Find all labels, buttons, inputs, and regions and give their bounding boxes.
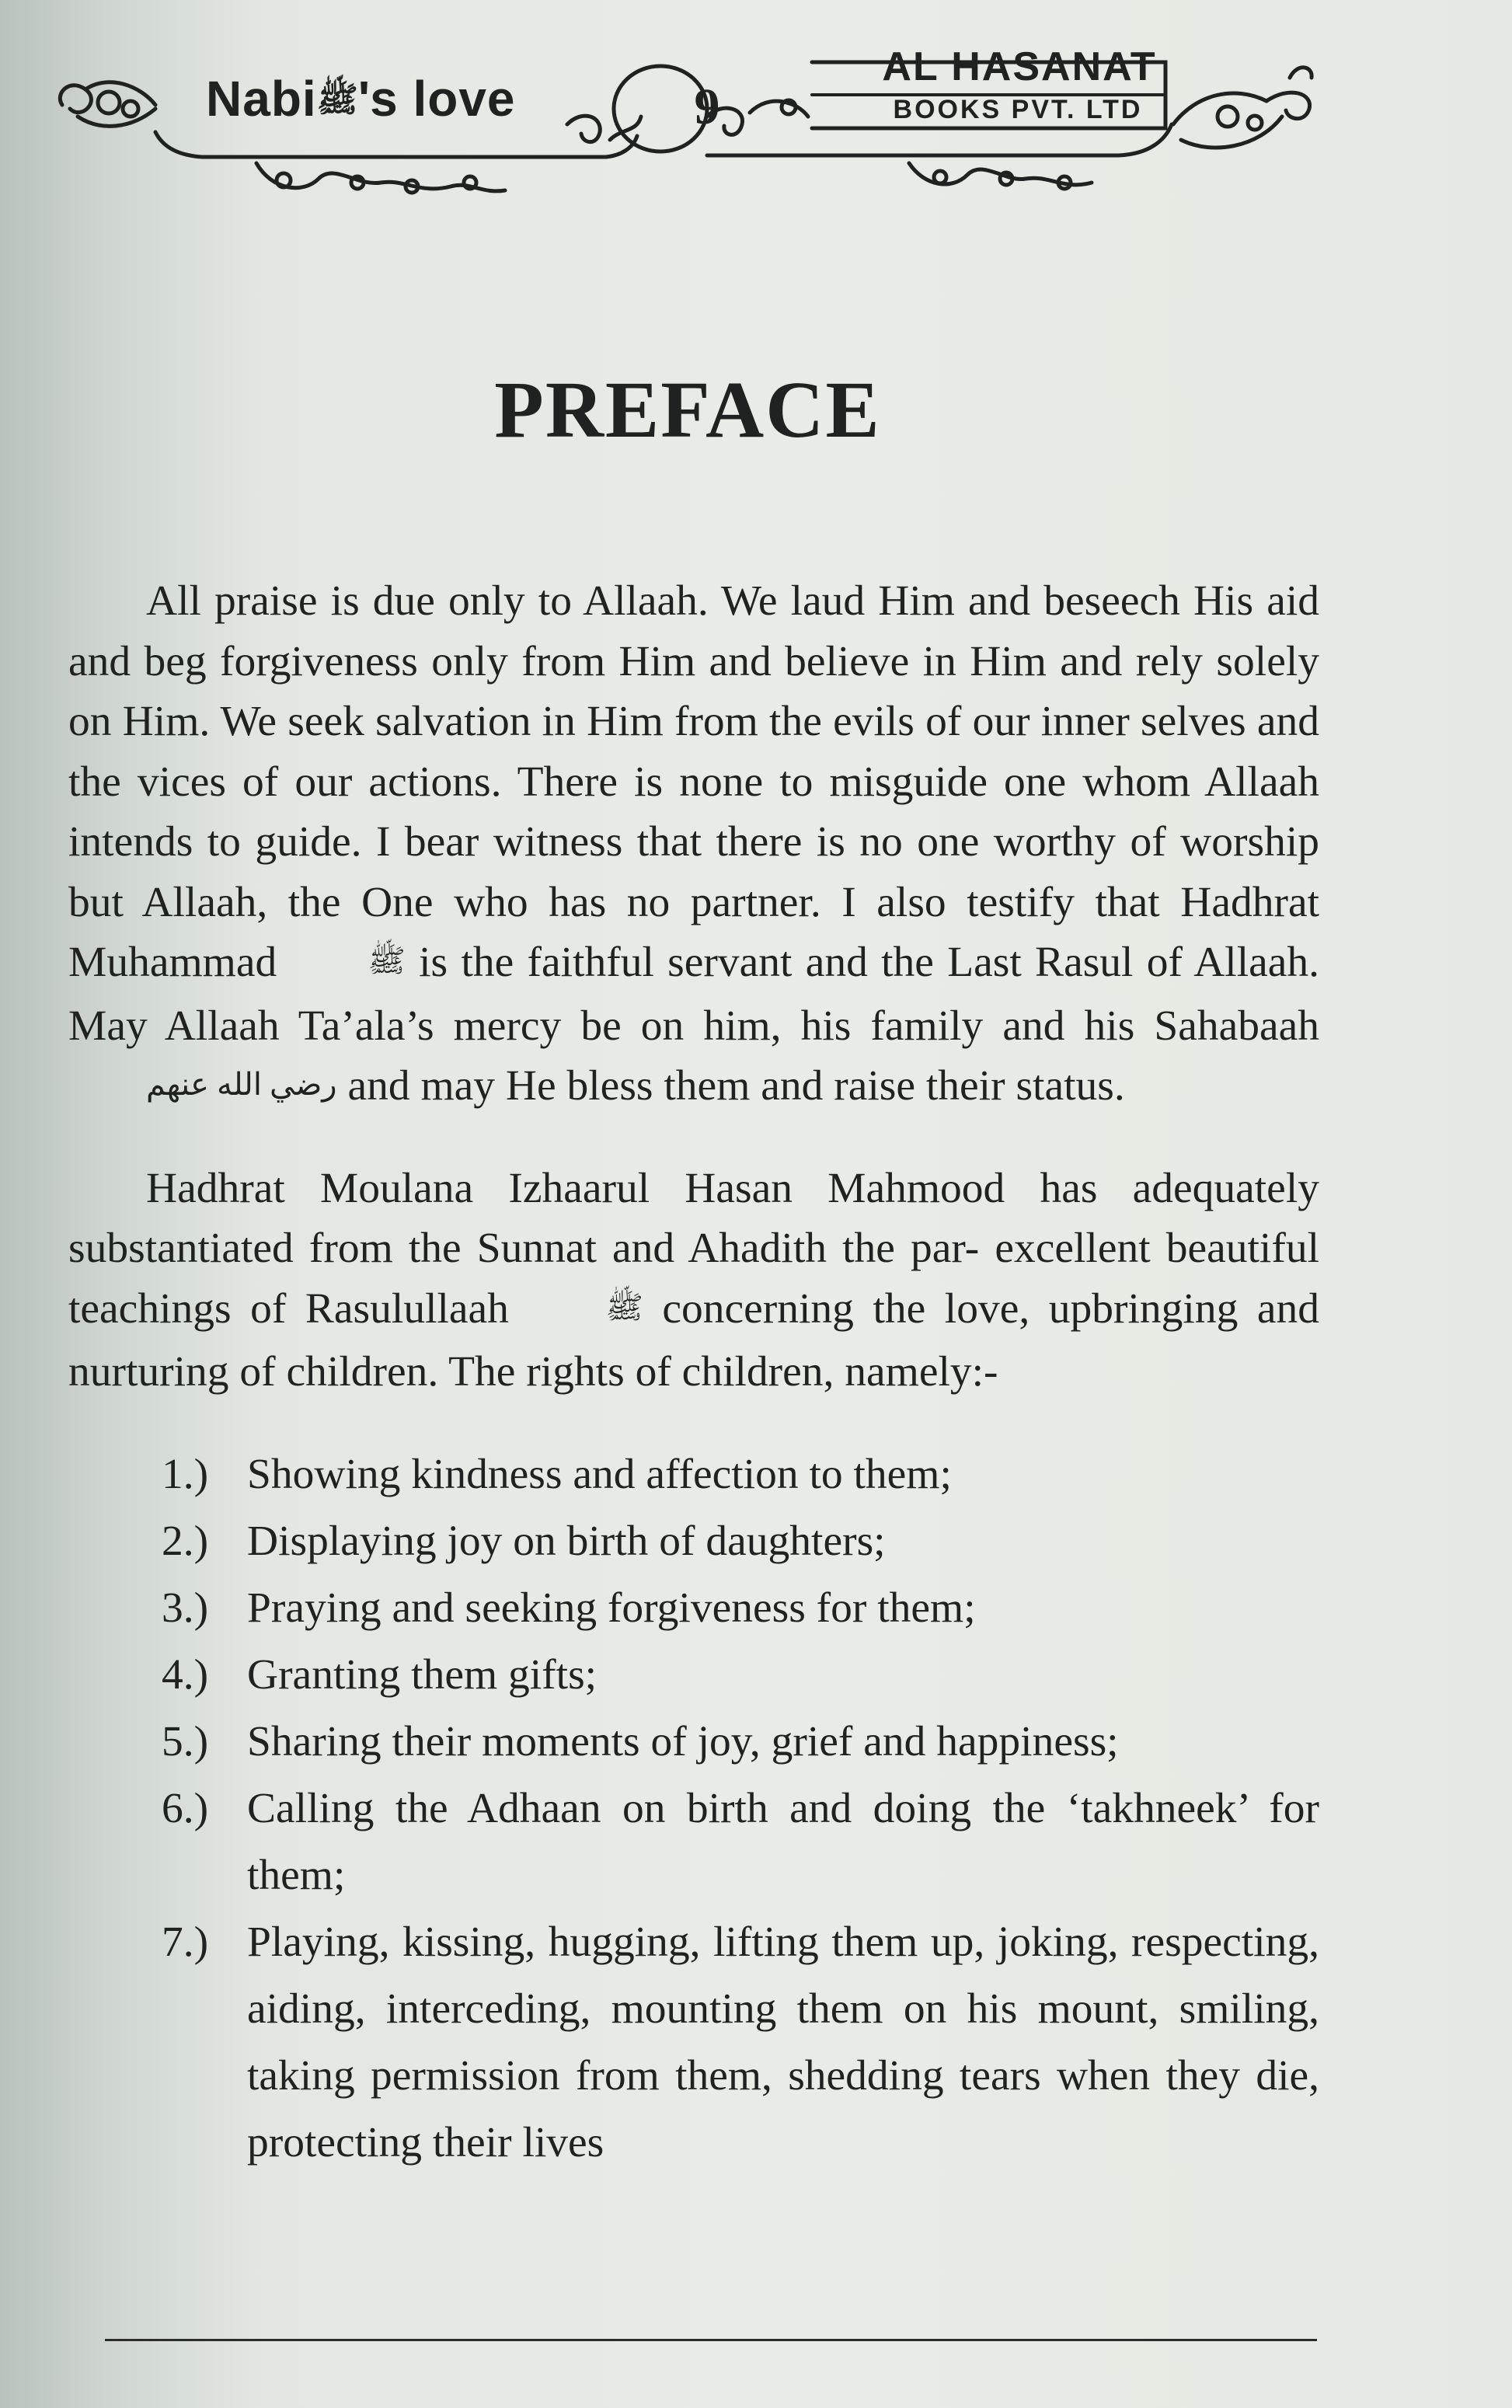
running-title-text: Nabi bbox=[206, 71, 317, 127]
honorific-mark: رضي الله عنهم bbox=[146, 1067, 337, 1102]
paragraph-2 bbox=[68, 1159, 1319, 1403]
list-item bbox=[162, 1508, 1319, 1575]
page-number: 9 bbox=[694, 78, 720, 135]
list-item-text: Displaying joy on birth of daughters; bbox=[247, 1517, 886, 1565]
paragraph-text: concerning the love, upbringing and nurturing of children. The rights of children, namely:- bbox=[68, 1284, 1320, 1396]
list-item-text: Granting them gifts; bbox=[247, 1650, 597, 1699]
list-number: 6.) bbox=[162, 1784, 209, 1832]
rights-list bbox=[68, 1441, 1319, 2176]
paragraph-text: and may He bless them and raise their status. bbox=[347, 1062, 1125, 1110]
publisher-subtitle: BOOKS PVT. LTD bbox=[893, 95, 1143, 124]
honorific-mark: ﷺ bbox=[605, 1289, 643, 1325]
list-item bbox=[162, 1575, 1319, 1642]
list-item bbox=[162, 1909, 1319, 2176]
list-item-text: Showing kindness and affection to them; bbox=[247, 1450, 952, 1498]
running-title-suffix: 's love bbox=[357, 71, 516, 127]
list-item-text: Calling the Adhaan on birth and doing the ‘takhneek’ for them; bbox=[247, 1784, 1319, 1899]
paragraph-text: Hadhrat Moulana Izhaarul Hasan Mahmood has adequately substantiated from the Sunnat and Ahadith the par- excellent beautiful teachings of Rasulullaah bbox=[68, 1164, 1319, 1333]
page-title: PREFACE bbox=[494, 365, 881, 455]
list-number: 2.) bbox=[162, 1517, 209, 1565]
honorific-mark: ﷺ bbox=[316, 81, 358, 119]
publisher-name: AL HASANAT bbox=[882, 44, 1157, 89]
paragraph-text: All praise is due only to Allaah. We laud Him and beseech His aid and beg forgiveness only from Him and believe in Him and rely solely on Him. We seek salvation in Him from the evils of our inner selves and the vices of our actions. There is none to misguide one whom Allaah intends to guide. I bear witness that there is no one worthy of worship but Allaah, the One who has no partner. I also testify that Hadhrat Muhammad bbox=[68, 577, 1319, 986]
list-item-text: Sharing their moments of joy, grief and happiness; bbox=[247, 1717, 1119, 1765]
paragraph-1 bbox=[68, 571, 1319, 1120]
list-item bbox=[162, 1776, 1319, 1909]
paragraph-text: is the faithful servant and the Last Rasul of Allaah. May Allaah Ta’ala’s mercy be on him, his family and his Sahabaah bbox=[68, 939, 1320, 1050]
list-number: 3.) bbox=[162, 1584, 209, 1632]
list-item bbox=[162, 1642, 1319, 1709]
list-number: 7.) bbox=[162, 1918, 209, 1966]
list-item-text: Praying and seeking forgiveness for them; bbox=[247, 1584, 976, 1632]
footer-rule bbox=[105, 2339, 1317, 2341]
honorific-mark: ﷺ bbox=[368, 943, 406, 978]
list-number: 5.) bbox=[162, 1717, 209, 1765]
body-text bbox=[68, 571, 1319, 2176]
list-item bbox=[162, 1709, 1319, 1776]
list-number: 1.) bbox=[162, 1450, 209, 1498]
list-number: 4.) bbox=[162, 1650, 209, 1699]
page-header bbox=[47, 31, 1329, 210]
running-title bbox=[206, 70, 516, 128]
list-item bbox=[162, 1441, 1319, 1508]
list-item-text: Playing, kissing, hugging, lifting them up, joking, respecting, aiding, interceding, mounting them on his mount, smiling, taking permission from them, shedding tears when they die, protecting their lives bbox=[247, 1918, 1319, 2166]
